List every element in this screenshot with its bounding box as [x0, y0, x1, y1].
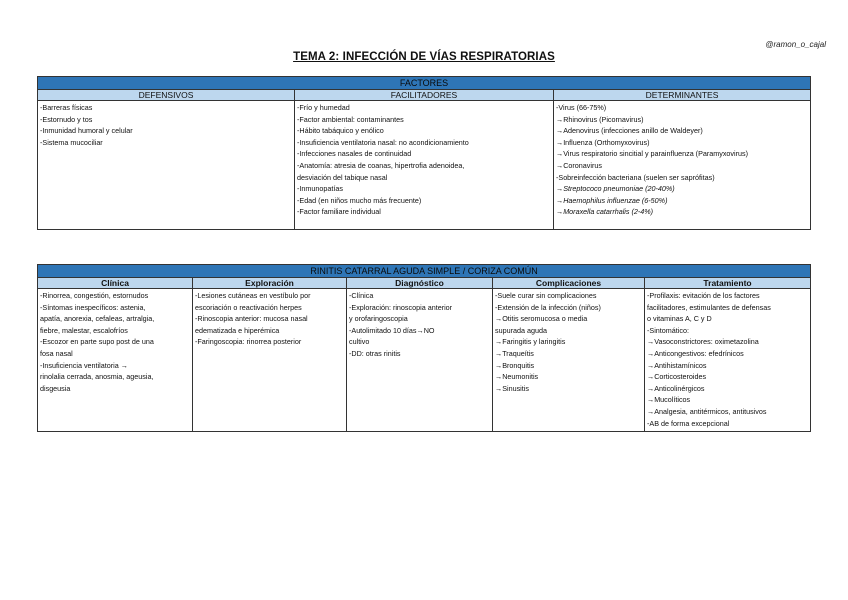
- col-tratamiento: Tratamiento: [645, 278, 811, 289]
- list-item: -Virus (66-75%): [556, 103, 607, 112]
- col-complicaciones: Complicaciones: [493, 278, 645, 289]
- clinica-cell: [38, 289, 193, 432]
- factores-table: [37, 76, 811, 230]
- list-item: -Frío y humedad: [297, 103, 350, 112]
- tratamiento-cell: [645, 289, 811, 432]
- list-item: disgeusia: [40, 383, 71, 393]
- list-item: →Corticosteroides: [647, 372, 707, 382]
- diagnostico-cell: [347, 289, 493, 432]
- complicaciones-cell: [493, 289, 645, 432]
- list-item: -Factor familiare individual: [297, 207, 381, 217]
- list-item: →Haemophilus influenzae (6-50%): [556, 195, 668, 205]
- col-defensivos: DEFENSIVOS: [38, 90, 295, 101]
- list-item: -Barreras físicas: [40, 103, 93, 112]
- list-item: supurada aguda: [495, 325, 547, 335]
- factores-header: FACTORES: [38, 77, 811, 90]
- list-item: →Adenovirus (infecciones anillo de Waldeyer): [556, 126, 703, 136]
- list-item: edematizada e hiperémica: [195, 325, 280, 335]
- list-item: →Anticolinérgicos: [647, 383, 705, 393]
- list-item: -Anatomía: atresia de coanas, hipertrofia adenoidea,: [297, 160, 465, 170]
- list-item: -DD: otras rinitis: [349, 348, 401, 358]
- list-item: -Exploración: rinoscopia anterior: [349, 302, 453, 312]
- col-exploracion: Exploración: [193, 278, 347, 289]
- facilitadores-cell: [295, 101, 554, 230]
- list-item: →Otitis seromucosa o media: [495, 314, 588, 324]
- list-item: desviación del tabique nasal: [297, 172, 388, 182]
- list-item: →Sinusitis: [495, 383, 529, 393]
- col-clinica: Clínica: [38, 278, 193, 289]
- list-item: -Inmunopatías: [297, 184, 343, 194]
- list-item: →Analgesia, antitérmicos, antitusivos: [647, 406, 767, 416]
- list-item: -Faringoscopia: rinorrea posterior: [195, 337, 302, 347]
- rinitis-table: [37, 264, 811, 432]
- list-item: -Infecciones nasales de continuidad: [297, 149, 412, 159]
- list-item: -Hábito tabáquico y enólico: [297, 126, 384, 136]
- list-item: -Escozor en parte supo post de una: [40, 337, 154, 347]
- rinitis-header: RINITIS CATARRAL AGUDA SIMPLE / CORIZA COMÚN: [38, 265, 811, 278]
- determinantes-cell: [554, 101, 811, 230]
- list-item: →Vasoconstrictores: oximetazolina: [647, 337, 759, 347]
- list-item: -Insuficiencia ventilatoria nasal: no acondicionamiento: [297, 137, 469, 147]
- list-item: -Sintomático:: [647, 325, 689, 335]
- list-item: -Sobreinfección bacteriana (suelen ser saprófitas): [556, 172, 715, 182]
- list-item: o vitaminas A, C y D: [647, 314, 712, 324]
- list-item: -Lesiones cutáneas en vestíbulo por: [195, 291, 311, 300]
- list-item: →Mucolíticos: [647, 395, 691, 405]
- list-item: →Virus respiratorio sincitial y parainfluenza (Paramyxovirus): [556, 149, 749, 159]
- list-item: -Estornudo y tos: [40, 114, 93, 124]
- exploracion-cell: [193, 289, 347, 432]
- list-item: →Bronquitis: [495, 360, 535, 370]
- list-item: rinolalia cerrada, anosmia, ageusia,: [40, 372, 154, 382]
- list-item: -Suele curar sin complicaciones: [495, 291, 597, 300]
- list-item: -Edad (en niños mucho más frecuente): [297, 195, 422, 205]
- list-item: →Traqueítis: [495, 348, 534, 358]
- list-item: →Rhinovirus (Picornavirus): [556, 114, 644, 124]
- list-item: facilitadores, estimulantes de defensas: [647, 302, 771, 312]
- list-item: →Antihistamínicos: [647, 360, 707, 370]
- list-item: →Neumonitis: [495, 372, 539, 382]
- list-item: apatía, anorexia, cefaleas, artralgia,: [40, 314, 155, 324]
- list-item: cultivo: [349, 337, 370, 347]
- list-item: fiebre, malestar, escalofríos: [40, 325, 128, 335]
- list-item: -Profilaxis: evitación de los factores: [647, 291, 760, 300]
- list-item: -Rinorrea, congestión, estornudos: [40, 291, 149, 300]
- list-item: y orofaringoscopia: [349, 314, 408, 324]
- list-item: →Moraxella catarrhalis (2-4%): [556, 207, 654, 217]
- list-item: →Anticongestivos: efedrínicos: [647, 348, 744, 358]
- list-item: -Sistema mucociliar: [40, 137, 103, 147]
- list-item: →Faringitis y laringitis: [495, 337, 566, 347]
- list-item: →Influenza (Orthomyxovirus): [556, 137, 650, 147]
- defensivos-cell: [38, 101, 295, 230]
- list-item: →Coronavirus: [556, 160, 602, 170]
- list-item: -Clínica: [349, 291, 374, 300]
- list-item: -AB de forma excepcional: [647, 418, 730, 428]
- list-item: fosa nasal: [40, 348, 73, 358]
- list-item: -Autolimitado 10 días→NO: [349, 325, 435, 335]
- col-diagnostico: Diagnóstico: [347, 278, 493, 289]
- list-item: -Factor ambiental: contaminantes: [297, 114, 404, 124]
- list-item: -Síntomas inespecíficos: astenia,: [40, 302, 146, 312]
- list-item: -Rinoscopia anterior: mucosa nasal: [195, 314, 308, 324]
- list-item: -Extensión de la infección (niños): [495, 302, 601, 312]
- list-item: -Inmunidad humoral y celular: [40, 126, 133, 136]
- author-handle: @ramon_o_cajal: [765, 40, 826, 49]
- col-facilitadores: FACILITADORES: [295, 90, 554, 101]
- list-item: →Streptococo pneumoniae (20-40%): [556, 184, 675, 194]
- page-title: TEMA 2: INFECCIÓN DE VÍAS RESPIRATORIAS: [293, 51, 555, 63]
- list-item: escoriación o reactivación herpes: [195, 302, 302, 312]
- col-determinantes: DETERMINANTES: [554, 90, 811, 101]
- list-item: -Insuficiencia ventilatoria →: [40, 360, 128, 370]
